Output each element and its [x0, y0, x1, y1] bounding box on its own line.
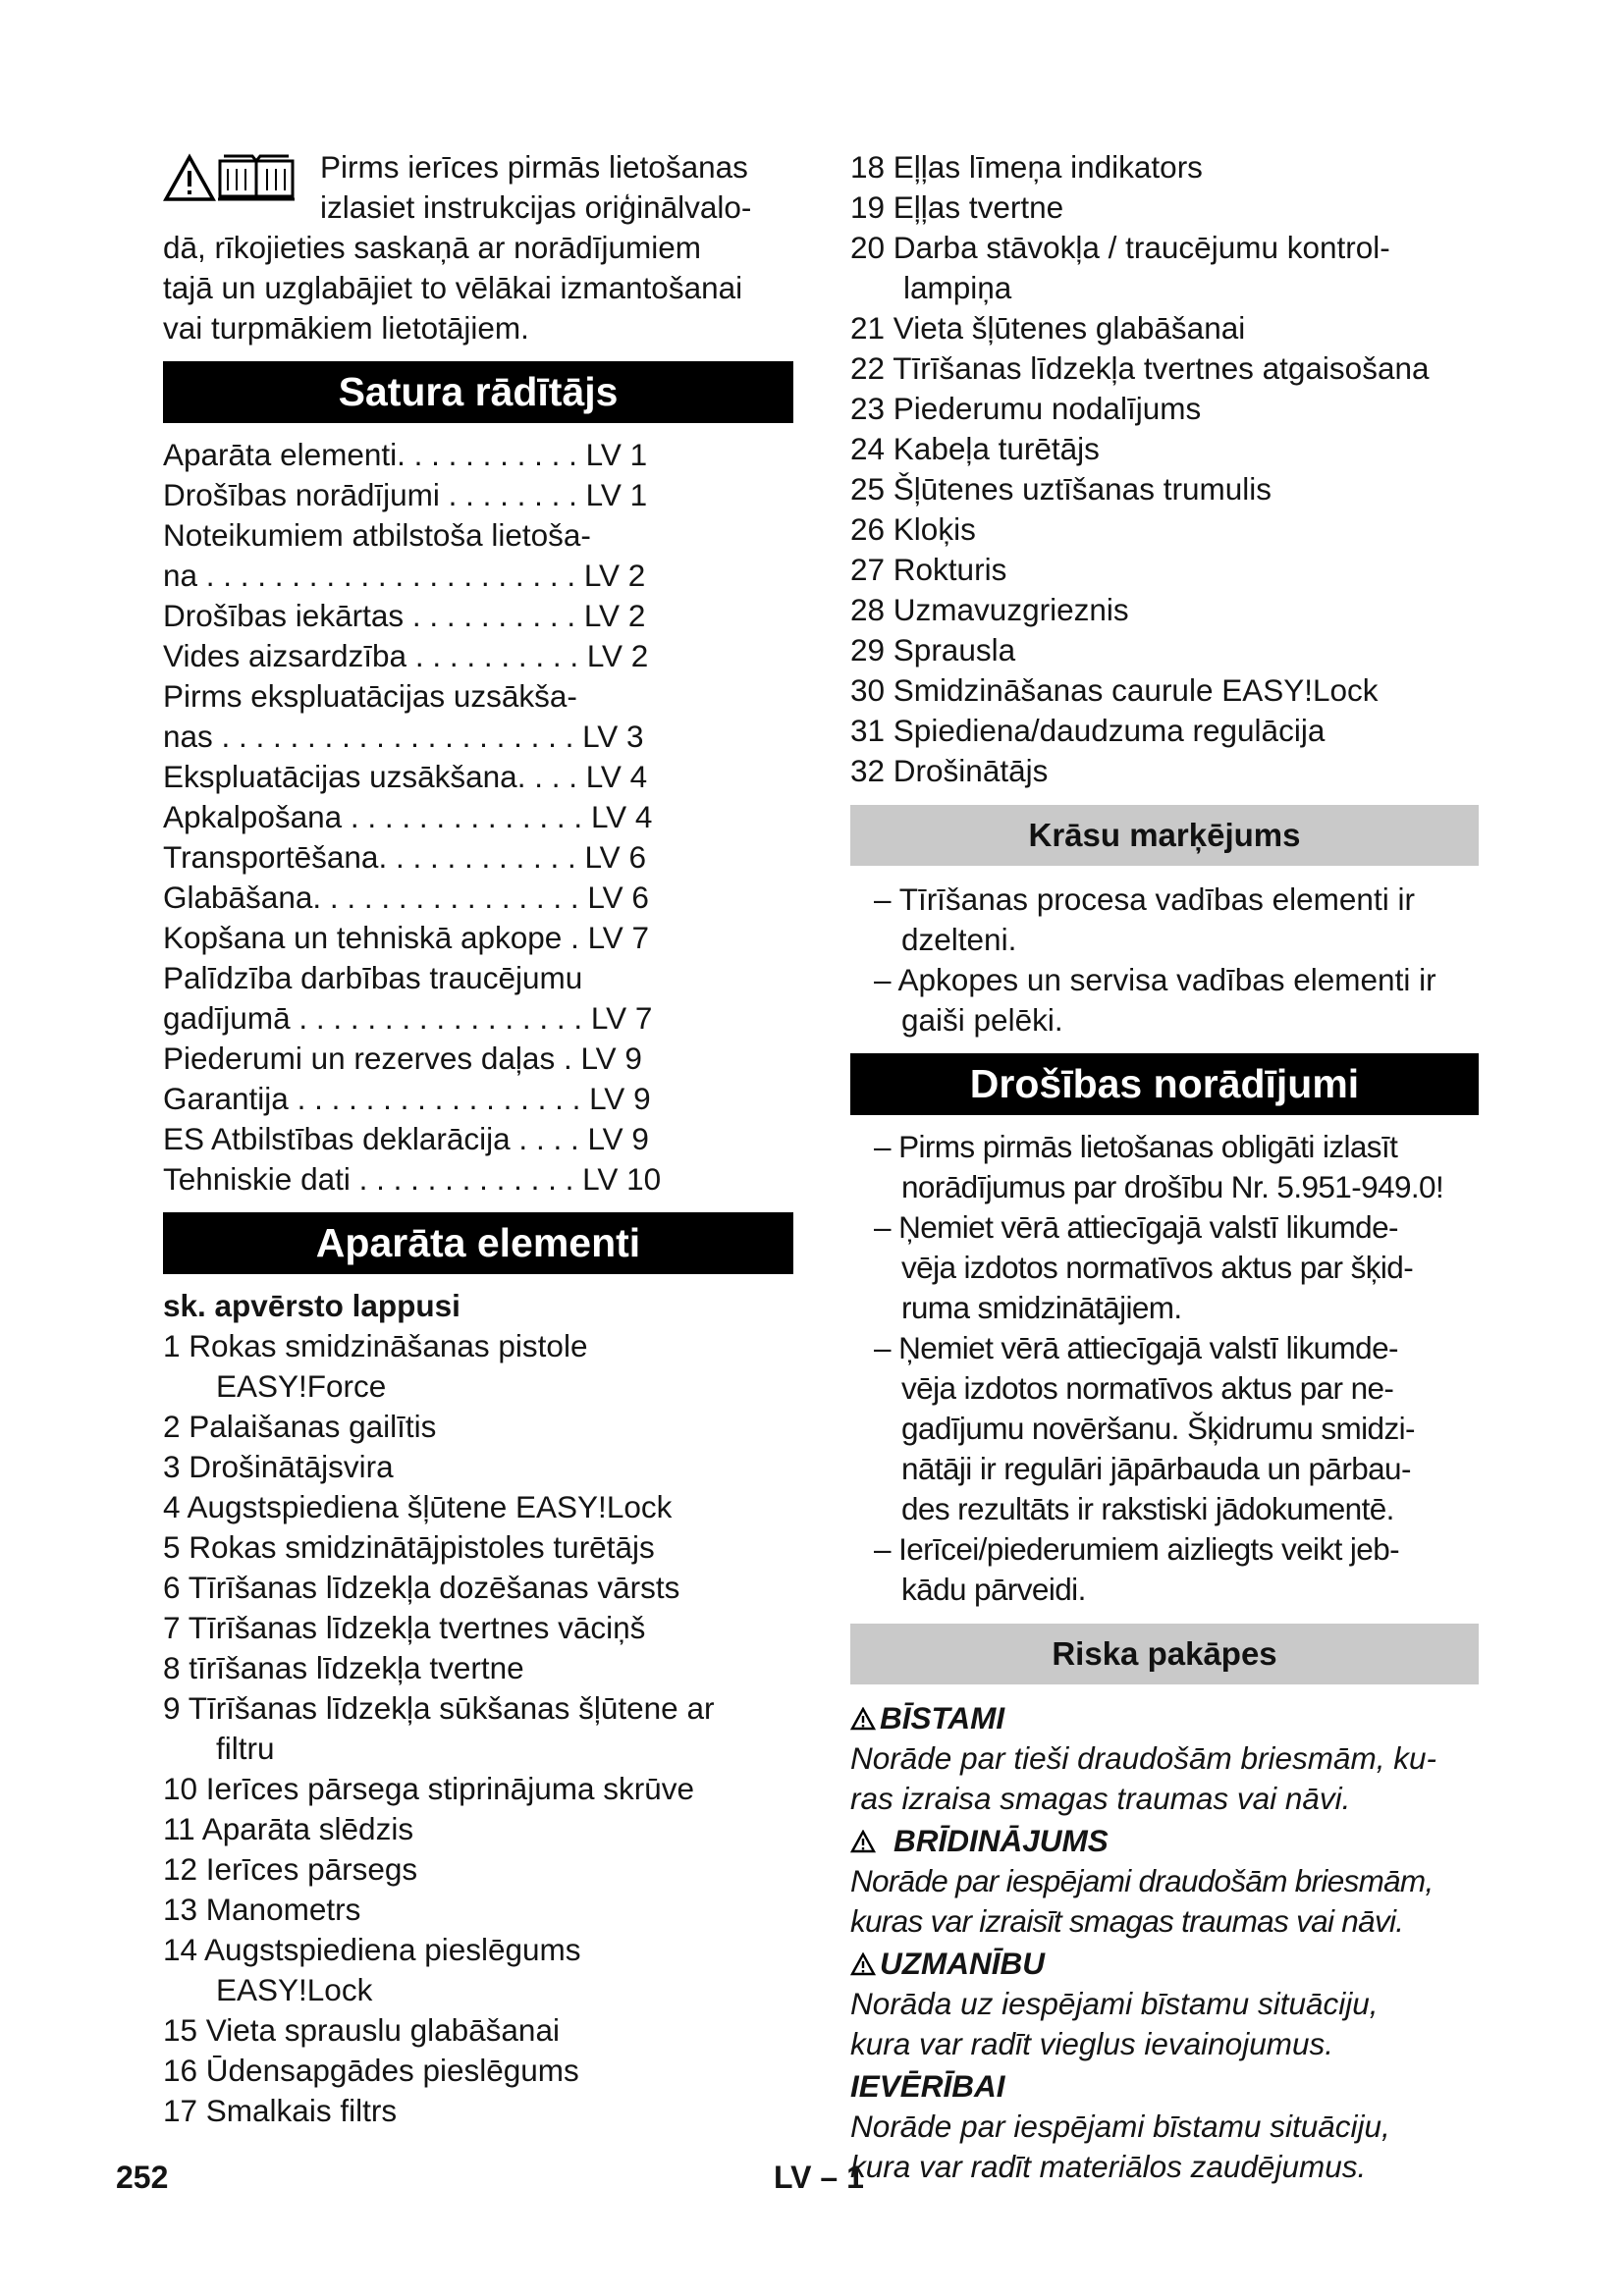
list-item: 1 Rokas smidzināšanas pistole EASY!Force — [163, 1328, 588, 1404]
toc-entry-line: Noteikumiem atbilstoša lietoša- — [163, 517, 591, 553]
list-item: – Ņemiet vērā attiecīgajā valstī likumde- vēja izdotos normatīvos aktus par šķid- ruma smidzinātājiem. — [874, 1209, 1414, 1325]
risk-levels — [850, 1698, 1479, 2187]
risk-level-caution: UZMANĪBU — [850, 1944, 1479, 1984]
color-marking-list — [850, 880, 1479, 1041]
risk-levels-heading: Riska pakāpes — [850, 1624, 1479, 1684]
toc-entry[interactable]: Piederumi un rezerves daļas . LV 9 — [163, 1041, 642, 1076]
left-column — [163, 147, 793, 2131]
safety-list — [850, 1127, 1479, 1610]
list-item: 6 Tīrīšanas līdzekļa dozēšanas vārsts — [163, 1570, 680, 1605]
list-item: 17 Smalkais filtrs — [163, 2093, 398, 2128]
toc-entry[interactable]: Vides aizsardzība . . . . . . . . . . LV 2 — [163, 638, 649, 673]
list-item: – Tīrīšanas procesa vadības elementi ir dzelteni. — [874, 881, 1415, 957]
list-item: 23 Piederumu nodalījums — [850, 391, 1202, 426]
toc-entry[interactable]: Ekspluatācijas uzsākšana. . . . LV 4 — [163, 759, 648, 794]
list-item: 14 Augstspiediena pieslēgums EASY!Lock — [163, 1932, 581, 2007]
list-item: 9 Tīrīšanas līdzekļa sūkšanas šļūtene ar filtru — [163, 1690, 715, 1766]
list-item: 19 Eļļas tvertne — [850, 189, 1064, 225]
list-item: 11 Aparāta slēdzis — [163, 1811, 414, 1846]
list-item: 13 Manometrs — [163, 1892, 361, 1927]
list-item: 15 Vieta sprauslu glabāšanai — [163, 2012, 560, 2048]
list-item: 20 Darba stāvokļa / traucējumu kontrol- lampiņa — [850, 230, 1390, 305]
risk-level-warning: BRĪDINĀJUMS — [850, 1821, 1479, 1861]
intro-line: tajā un uzglabājiet to vēlākai izmantošanai — [163, 270, 743, 305]
page-label: LV – 1 — [774, 2160, 864, 2195]
intro-paragraph — [163, 147, 793, 348]
right-column — [850, 147, 1479, 2187]
intro-line: Pirms ierīces pirmās lietošanas — [320, 149, 748, 185]
toc-entry[interactable]: Transportēšana. . . . . . . . . . . . LV 6 — [163, 839, 646, 875]
list-item: 31 Spiediena/daudzuma regulācija — [850, 713, 1326, 748]
warning-triangle-icon — [850, 1952, 876, 1976]
list-item: 24 Kabeļa turētājs — [850, 431, 1100, 466]
warning-book-icon — [163, 153, 306, 202]
list-item: – Pirms pirmās lietošanas obligāti izlasīt norādījumus par drošību Nr. 5.951-949.0! — [874, 1129, 1444, 1204]
risk-level-notice: IEVĒRĪBAI — [850, 2068, 1005, 2104]
toc-entry-line: na . . . . . . . . . . . . . . . . . . . . . . LV 2 — [163, 558, 646, 593]
safety-heading: Drošības norādījumi — [850, 1053, 1479, 1115]
toc-entry[interactable] — [163, 676, 793, 757]
table-of-contents — [163, 435, 793, 1200]
risk-description: Norāde par iespējami bīstamu situāciju, kura var radīt materiālos zaudējumus. — [850, 2109, 1390, 2184]
warning-triangle-icon — [850, 1707, 876, 1731]
list-item: 7 Tīrīšanas līdzekļa tvertnes vāciņš — [163, 1610, 646, 1645]
intro-line: izlasiet instrukcijas oriģinālvalo- — [320, 189, 752, 225]
list-item: 18 Eļļas līmeņa indikators — [850, 149, 1203, 185]
list-item: 26 Kloķis — [850, 511, 976, 547]
elements-list-left — [163, 1326, 793, 2131]
toc-entry-line: gadījumā . . . . . . . . . . . . . . . . . LV 7 — [163, 1000, 653, 1036]
toc-entry[interactable]: Drošības norādījumi . . . . . . . . LV 1 — [163, 477, 648, 512]
intro-line: vai turpmākiem lietotājiem. — [163, 310, 529, 346]
toc-entry[interactable]: Drošības iekārtas . . . . . . . . . . LV 2 — [163, 598, 646, 633]
list-item: 29 Sprausla — [850, 632, 1016, 667]
risk-description: Norāda uz iespējami bīstamu situāciju, kura var radīt vieglus ievainojumus. — [850, 1986, 1379, 2061]
list-item: 30 Smidzināšanas caurule EASY!Lock — [850, 672, 1379, 708]
toc-entry[interactable]: Garantija . . . . . . . . . . . . . . . . . LV 9 — [163, 1081, 651, 1116]
list-item: 22 Tīrīšanas līdzekļa tvertnes atgaisošana — [850, 350, 1430, 386]
elements-list-right — [850, 147, 1479, 791]
risk-level-danger: BĪSTAMI — [850, 1698, 1479, 1738]
list-item: 5 Rokas smidzinātājpistoles turētājs — [163, 1529, 655, 1565]
elements-heading: Aparāta elementi — [163, 1212, 793, 1274]
list-item: 4 Augstspiediena šļūtene EASY!Lock — [163, 1489, 673, 1524]
list-item: 10 Ierīces pārsega stiprinājuma skrūve — [163, 1771, 695, 1806]
list-item: 32 Drošinātājs — [850, 753, 1049, 788]
list-item: – Ierīcei/piederumiem aizliegts veikt jeb- kādu pārveidi. — [874, 1531, 1400, 1607]
toc-entry[interactable]: ES Atbilstības deklarācija . . . . LV 9 — [163, 1121, 649, 1156]
list-item: 16 Ūdensapgādes pieslēgums — [163, 2053, 579, 2088]
toc-entry-line: Palīdzība darbības traucējumu — [163, 960, 583, 995]
toc-entry[interactable]: Glabāšana. . . . . . . . . . . . . . . . LV 6 — [163, 880, 649, 915]
toc-entry[interactable]: Apkalpošana . . . . . . . . . . . . . . LV 4 — [163, 799, 653, 834]
toc-entry[interactable]: Aparāta elementi. . . . . . . . . . . LV 1 — [163, 437, 648, 472]
toc-entry[interactable]: Kopšana un tehniskā apkope . LV 7 — [163, 920, 650, 955]
page-number: 252 — [116, 2160, 169, 2195]
toc-entry-line: nas . . . . . . . . . . . . . . . . . . . . . LV 3 — [163, 719, 644, 754]
toc-entry[interactable]: Tehniskie dati . . . . . . . . . . . . . LV 10 — [163, 1161, 662, 1197]
risk-description: Norāde par tieši draudošām briesmām, ku- ras izraisa smagas traumas vai nāvi. — [850, 1740, 1436, 1816]
list-item: 27 Rokturis — [850, 552, 1007, 587]
list-item: 25 Šļūtenes uztīšanas trumulis — [850, 471, 1272, 507]
list-item: 8 tīrīšanas līdzekļa tvertne — [163, 1650, 524, 1685]
toc-entry[interactable] — [163, 958, 793, 1039]
risk-description: Norāde par iespējami draudošām briesmām, kuras var izraisīt smagas traumas vai nāvi. — [850, 1863, 1434, 1939]
list-item: 28 Uzmavuzgrieznis — [850, 592, 1129, 627]
list-item: 21 Vieta šļūtenes glabāšanai — [850, 310, 1246, 346]
list-item: – Ņemiet vērā attiecīgajā valstī likumde- vēja izdotos normatīvos aktus par ne- gadījumu novēršanu. Šķidrumu smidzi- nātāji ir regulāri jāpārbauda un pārbau- des rezultāts ir rakstiski jādokumentē. — [874, 1330, 1415, 1526]
toc-entry[interactable] — [163, 515, 793, 596]
toc-entry-line: Pirms ekspluatācijas uzsākša- — [163, 678, 577, 714]
color-marking-heading: Krāsu marķējums — [850, 805, 1479, 866]
intro-line: dā, rīkojieties saskaņā ar norādījumiem — [163, 230, 702, 265]
toc-heading: Satura rādītājs — [163, 361, 793, 423]
list-item: 12 Ierīces pārsegs — [163, 1851, 418, 1887]
list-item: 3 Drošinātājsvira — [163, 1449, 394, 1484]
list-item: 2 Palaišanas gailītis — [163, 1409, 437, 1444]
warning-triangle-icon — [850, 1830, 876, 1853]
list-item: – Apkopes un servisa vadības elementi ir gaiši pelēki. — [874, 962, 1436, 1038]
elements-subtitle: sk. apvērsto lappusi — [163, 1288, 460, 1323]
